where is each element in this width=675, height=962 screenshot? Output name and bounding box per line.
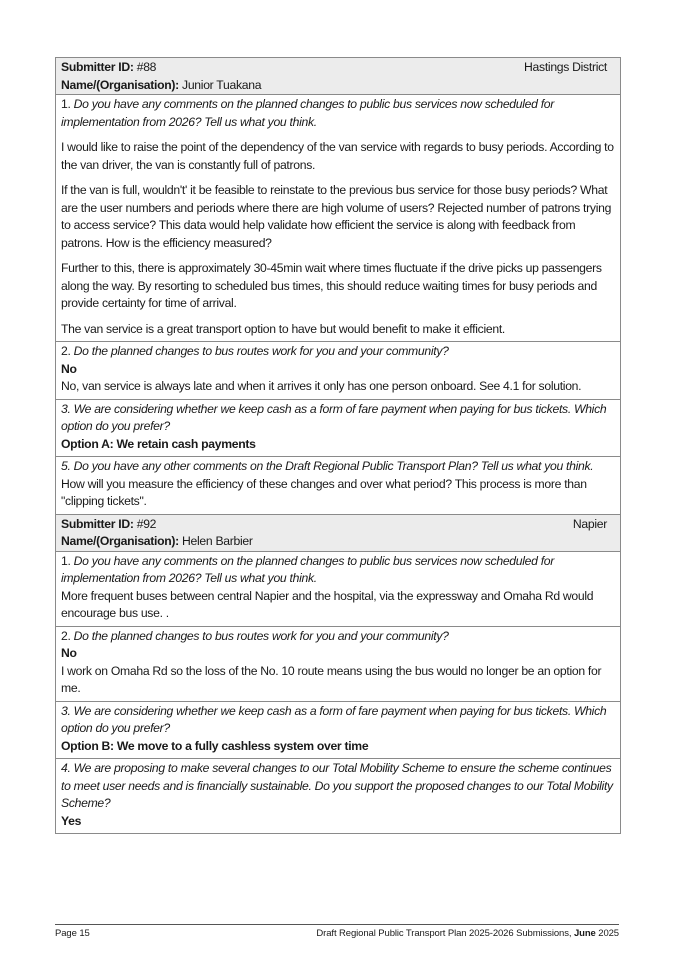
answer-paragraph: Further to this, there is approximately 30-45min wait where times fluctuate if the drive picks up passengers along the way. By resorting to scheduled bus times, this should reduce waiting times for busy periods and provide certainty for time of arrival.: [61, 261, 602, 310]
submission-header: [56, 515, 620, 552]
submitter-id: #88: [136, 60, 157, 74]
question-text: 5. Do you have any other comments on the Draft Regional Public Transport Plan? Tell us what you think.: [61, 459, 594, 473]
submitter-id-label: Submitter ID:: [61, 60, 134, 74]
document-title: [316, 927, 619, 941]
answer-paragraph: If the van is full, wouldn't' it be feasible to reinstate to the previous bus service for those busy periods? What are the user numbers and periods where there are high volume of users? Rejected number of patrons trying to access service? This data would help validate how efficient the service is along with feedback from patrons. How is the efficiency measured?: [61, 183, 612, 250]
question-text: 3. We are considering whether we keep cash as a form of fare payment when paying for bus tickets. Which option do you prefer?: [61, 401, 607, 433]
submission-header: [56, 58, 620, 95]
footer-year: 2025: [595, 928, 619, 939]
question-number: 1.: [61, 97, 71, 111]
question-1: [56, 95, 620, 341]
answer-text: I work on Omaha Rd so the loss of the No. 10 route means using the bus would no longer be an option for me.: [61, 663, 602, 695]
question-number: 2.: [61, 344, 71, 358]
footer-month: June: [573, 928, 596, 939]
submitter-name: Junior Tuakana: [182, 77, 262, 92]
answer-choice: Option B: We move to a fully cashless system over time: [61, 738, 369, 753]
answer-choice: Option A: We retain cash payments: [61, 436, 256, 451]
page-number: Page 15: [55, 928, 90, 939]
submission-88: [55, 57, 621, 515]
submissions-list: [55, 57, 621, 834]
question-number: 2.: [61, 628, 71, 643]
question-text: Do you have any comments on the planned changes to public bus services now scheduled for implementation from 2026? Tell us what you think.: [61, 553, 555, 585]
answer-paragraph: I would like to raise the point of the dependency of the van service with regards to busy periods. According to the van driver, the van is constantly full of patrons.: [61, 140, 614, 172]
page-footer: [55, 924, 619, 941]
question-3: [56, 701, 620, 759]
name-label: Name/(Organisation):: [61, 77, 179, 92]
submitter-name: Helen Barbier: [182, 534, 253, 548]
question-text: Do you have any comments on the planned changes to public bus services now scheduled for implementation from 2026? Tell us what you think.: [61, 97, 555, 129]
submitter-id-label: Submitter ID:: [61, 516, 134, 531]
answer-text: How will you measure the efficiency of these changes and over what period? This process is more than "clipping tickets".: [61, 476, 587, 508]
answer-text: No, van service is always late and when it arrives it only has one person onboard. See 4.1 for solution.: [61, 379, 582, 393]
answer-choice: No: [61, 361, 77, 376]
question-2: [56, 341, 620, 399]
question-text: Do the planned changes to bus routes work for you and your community?: [73, 344, 449, 358]
question-4: [56, 758, 620, 833]
question-text: 4. We are proposing to make several changes to our Total Mobility Scheme to ensure the scheme continues to meet user needs and is financially sustainable. Do you support the proposed changes to our Total Mobility Scheme?: [61, 761, 613, 810]
submitter-location: Napier: [572, 516, 607, 531]
answer-choice: No: [61, 646, 77, 660]
answer-choice: Yes: [61, 813, 82, 828]
question-1: [56, 552, 620, 626]
footer-title: Draft Regional Public Transport Plan 2025-2026 Submissions,: [316, 928, 574, 939]
question-text: 3. We are considering whether we keep cash as a form of fare payment when paying for bus tickets. Which option do you prefer?: [61, 703, 607, 735]
submission-92: [55, 515, 621, 835]
question-3: [56, 399, 620, 457]
name-label: Name/(Organisation):: [61, 534, 179, 548]
answer-paragraph: The van service is a great transport option to have but would benefit to make it efficient.: [61, 321, 505, 336]
answer-text: More frequent buses between central Napier and the hospital, via the expressway and Omaha Rd would encourage bus use. .: [61, 588, 594, 620]
submitter-id: #92: [136, 516, 157, 531]
question-5: [56, 456, 620, 514]
submitter-location: Hastings District: [524, 60, 607, 74]
question-2: [56, 626, 620, 701]
question-number: 1.: [61, 553, 71, 568]
question-text: Do the planned changes to bus routes work for you and your community?: [73, 628, 449, 643]
